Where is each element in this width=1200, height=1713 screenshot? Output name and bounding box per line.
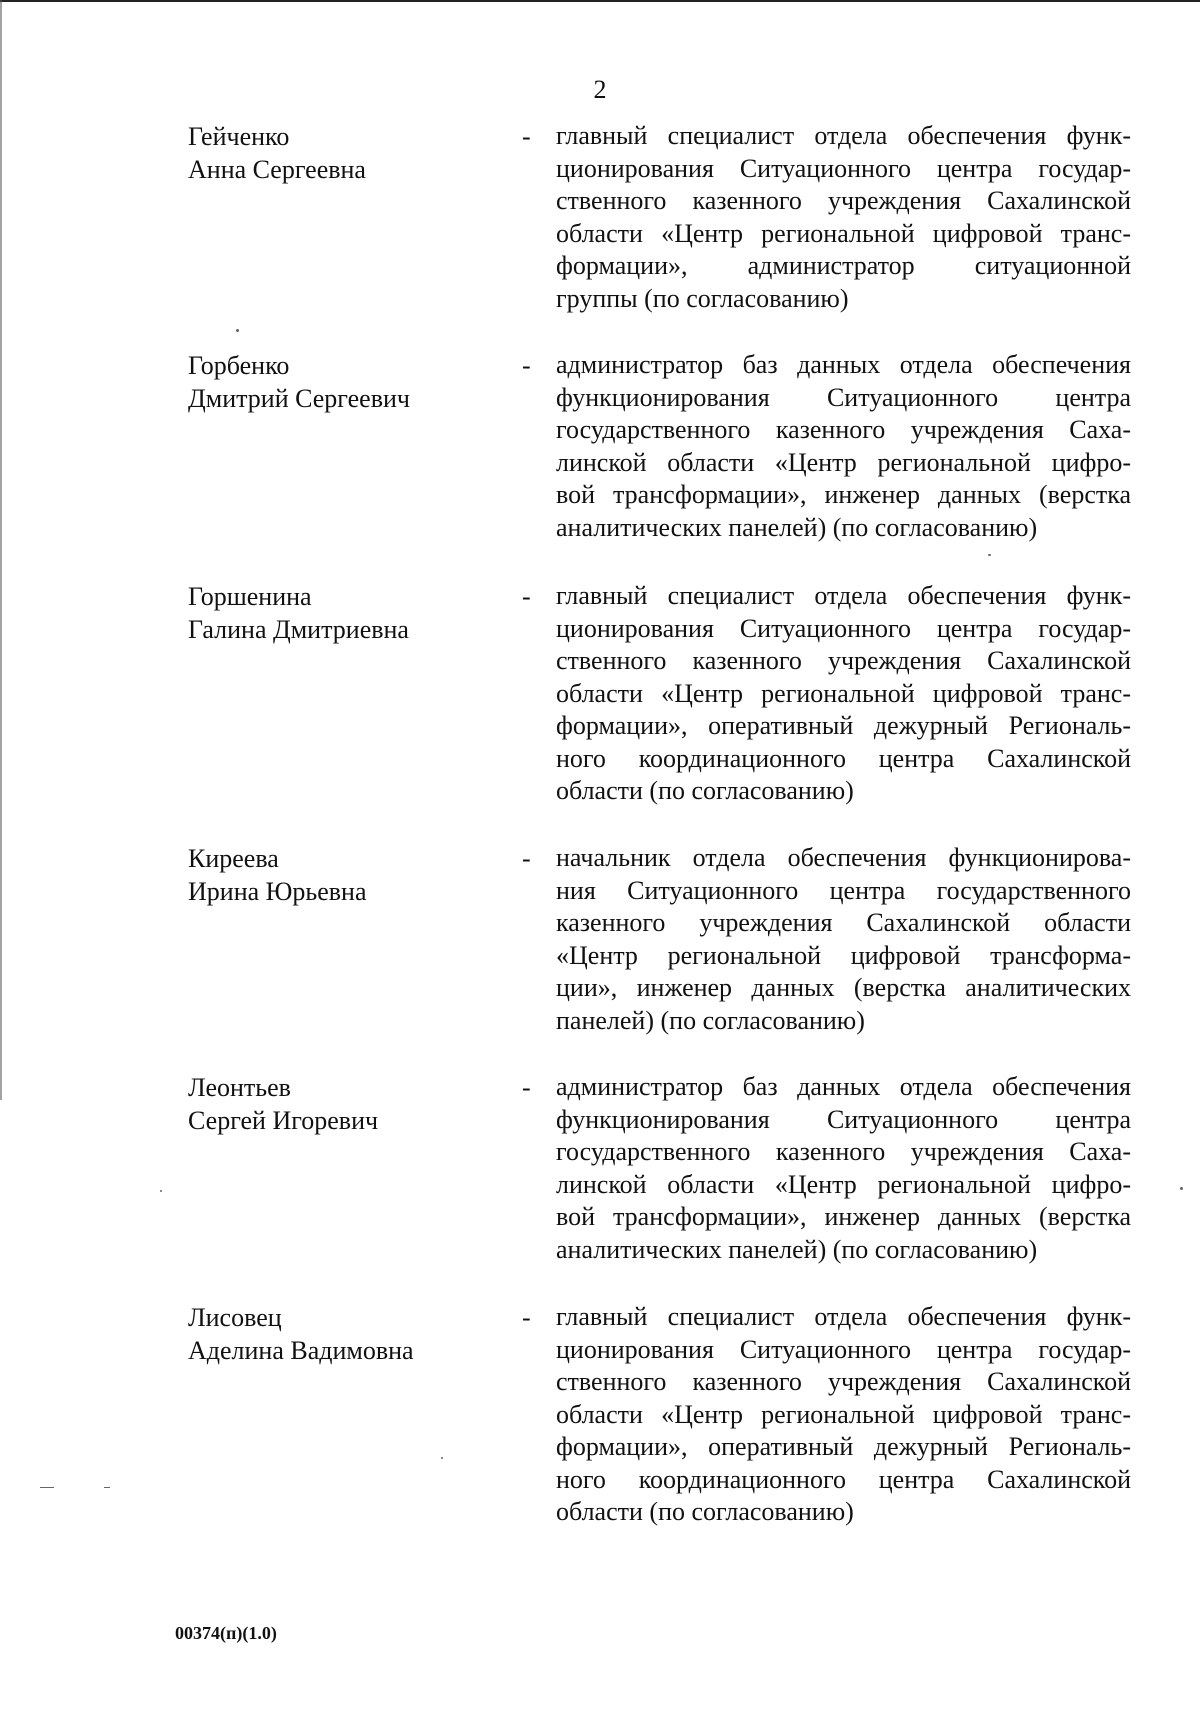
member-position	[556, 1071, 1131, 1266]
scan-speck	[1180, 1187, 1183, 1190]
position-line: ственного казенного учреждения Сахалинской	[556, 186, 1131, 215]
position-line: ного координационного центра Сахалинской	[556, 1464, 1131, 1494]
member-surname: Леонтьев	[188, 1073, 291, 1102]
position-line: вой трансформации», инженер данных (верстка	[556, 1202, 1131, 1231]
member-name	[188, 1071, 508, 1137]
position-line: ственного казенного учреждения Сахалинской	[556, 1367, 1131, 1396]
position-line: области «Центр региональной цифровой транс-	[556, 218, 1131, 248]
member-name	[188, 580, 508, 646]
position-line: области «Центр региональной цифровой транс-	[556, 678, 1131, 708]
member-given-name: Аделина Вадимовна	[188, 1336, 414, 1365]
position-line: функционирования Ситуационного центра	[556, 382, 1131, 412]
position-line: формации», оперативный дежурный Региональ-	[556, 1432, 1131, 1461]
member-surname: Лисовец	[188, 1303, 282, 1332]
entry-dash: -	[522, 582, 531, 611]
member-name	[188, 1301, 508, 1367]
position-line: области «Центр региональной цифровой транс-	[556, 1399, 1131, 1429]
position-line: формации», администратор ситуационной	[556, 251, 1131, 280]
scan-speck	[160, 1190, 162, 1192]
position-line: аналитических панелей) (по согласованию)	[556, 512, 1038, 542]
position-line: государственного казенного учреждения Саха-	[556, 1137, 1131, 1166]
position-line: администратор баз данных отдела обеспечения	[556, 350, 1131, 379]
position-line: ственного казенного учреждения Сахалинской	[556, 646, 1131, 675]
position-line: казенного учреждения Сахалинской области	[556, 908, 1131, 937]
member-given-name: Дмитрий Сергеевич	[188, 384, 410, 413]
position-line: государственного казенного учреждения Саха-	[556, 415, 1131, 444]
position-line: главный специалист отдела обеспечения функ-	[556, 121, 1131, 150]
scan-speck	[104, 1487, 110, 1488]
entry-dash: -	[522, 844, 531, 873]
member-position	[556, 580, 1131, 808]
entry-dash: -	[522, 122, 531, 151]
scan-speck	[40, 1487, 54, 1488]
scan-top-edge	[0, 0, 1200, 2]
member-name	[188, 842, 508, 908]
member-name	[188, 349, 508, 415]
member-position	[556, 349, 1131, 544]
position-line: начальник отдела обеспечения функционирова-	[556, 843, 1131, 872]
position-line: «Центр региональной цифровой трансформа-	[556, 940, 1131, 970]
member-surname: Киреева	[188, 844, 279, 873]
position-line: вой трансформации», инженер данных (верстка	[556, 480, 1131, 509]
position-line: ции», инженер данных (верстка аналитических	[556, 973, 1131, 1002]
position-line: главный специалист отдела обеспечения функ-	[556, 1302, 1131, 1331]
position-line: линской области «Центр региональной цифро-	[556, 1169, 1131, 1199]
member-given-name: Сергей Игоревич	[188, 1106, 379, 1135]
entry-dash: -	[522, 1073, 531, 1102]
position-line: администратор баз данных отдела обеспечения	[556, 1072, 1131, 1101]
position-line: аналитических панелей) (по согласованию)	[556, 1234, 1038, 1264]
position-line: области (по согласованию)	[556, 776, 854, 805]
member-position	[556, 120, 1131, 315]
member-surname: Горшенина	[188, 582, 312, 611]
scan-speck	[236, 329, 239, 332]
position-line: ния Ситуационного центра государственного	[556, 875, 1131, 905]
position-line: формации», оперативный дежурный Региональ-	[556, 711, 1131, 740]
entry-dash: -	[522, 351, 531, 380]
member-surname: Горбенко	[188, 351, 290, 380]
position-line: ционирования Ситуационного центра государ-	[556, 153, 1131, 183]
member-name	[188, 120, 508, 186]
position-line: ционирования Ситуационного центра государ-	[556, 613, 1131, 643]
entry-dash: -	[522, 1303, 531, 1332]
position-line: области (по согласованию)	[556, 1497, 854, 1526]
scan-left-edge	[0, 0, 2, 1100]
position-line: главный специалист отдела обеспечения функ-	[556, 581, 1131, 610]
member-given-name: Анна Сергеевна	[188, 155, 366, 184]
member-position	[556, 842, 1131, 1037]
position-line: линской области «Центр региональной цифро-	[556, 447, 1131, 477]
page-number: 2	[593, 75, 607, 104]
member-given-name: Ирина Юрьевна	[188, 877, 367, 906]
position-line: панелей) (по согласованию)	[556, 1005, 865, 1035]
position-line: функционирования Ситуационного центра	[556, 1104, 1131, 1134]
position-line: ционирования Ситуационного центра государ-	[556, 1334, 1131, 1364]
position-line: ного координационного центра Сахалинской	[556, 743, 1131, 773]
scan-speck	[441, 1457, 443, 1459]
member-given-name: Галина Дмитриевна	[188, 615, 409, 644]
member-position	[556, 1301, 1131, 1529]
document-code: 00374(п)(1.0)	[175, 1623, 277, 1643]
position-line: группы (по согласованию)	[556, 283, 849, 313]
member-surname: Гейченко	[188, 122, 290, 151]
scan-speck	[988, 554, 991, 556]
